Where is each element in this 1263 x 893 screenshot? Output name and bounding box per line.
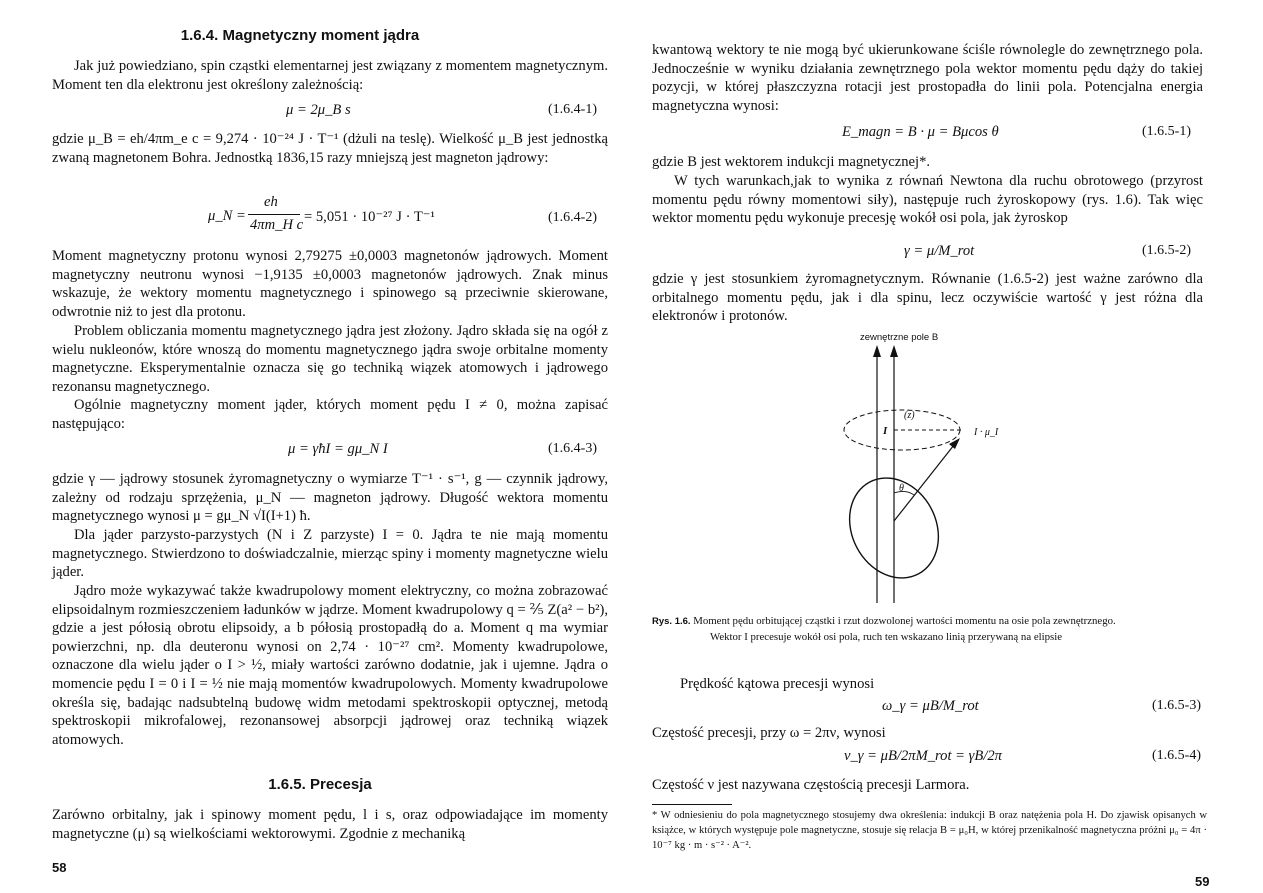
caption-label: Rys. 1.6. — [652, 616, 691, 627]
equation-number: (1.6.4-2) — [548, 210, 597, 225]
paragraph: Problem obliczania momentu magnetycznego jądra jest złożony. Jądro składa się na ogół z wielu nukleonów, które wnoszą do momentu magnetycznego jądra swoje orbitalne momenty magnetyczne. Eksperymentalnie oznacza się go techniką wiązek atomowych i jądrowego rezonansu magnetycznego. — [52, 323, 608, 395]
section-heading: 1.6.4. Magnetyczny moment jądra — [180, 27, 420, 44]
field-arrow-right — [890, 345, 898, 603]
paragraph: gdzie γ jest stosunkiem żyromagnetycznym. Równanie (1.6.5-2) jest ważne zarówno dla orbitalnego momentu pędu, jak i dla spinu, lecz oczywiście wartość γ jest różna dla elektronów i protonów. — [652, 271, 1203, 325]
equation-lhs: μ_N = — [208, 208, 246, 224]
paragraph: gdzie μ_B = eh/4πm_e c = 9,274 · 10⁻²⁴ J · T⁻¹ (dżuli na teslę). Wielkość μ_B jest jednostką zwaną magnetonem Bohra. Jednostką 1836,15 razy mniejszą jest magneton jądrowy: — [52, 131, 608, 166]
paragraph: Dla jąder parzysto-parzystych (N i Z parzyste) I = 0. Jądra te nie mają momentu magnetycznego. Stwierdzono to doświadczalnie, mierząc spiny i momenty magnetyczne wielu jąder. — [52, 527, 608, 581]
figure-label-z: (z) — [904, 410, 915, 421]
equation: E_magn = B · μ = Bμcos θ — [842, 124, 999, 140]
paragraph: Prędkość kątowa precesji wynosi — [680, 676, 875, 692]
caption-line-1: Moment pędu orbitującej cząstki i rzut dozwolonej wartości momentu na osie pola zewnętrznego. — [693, 615, 1116, 627]
paragraph: Ogólnie magnetyczny moment jąder, których moment pędu I ≠ 0, można zapisać następująco: — [52, 397, 608, 432]
figure-caption — [652, 614, 1232, 630]
equation-number: (1.6.4-3) — [548, 441, 597, 456]
equation: ν_γ = μB/2πM_rot = γB/2π — [844, 748, 1002, 764]
equation: μ = 2μ_B s — [286, 102, 351, 118]
paragraph: W tych warunkach,jak to wynika z równań Newtona dla ruchu obrotowego (przyrost momentu pędu równy momentowi siły), następuje ruch żyroskopowy (rys. 1.6). Tak więc wektor momentu pędu wykonuje precesję wokół osi pola, jak żyroskop — [652, 173, 1203, 227]
paragraph: Częstość precesji, przy ω = 2πν, wynosi — [652, 725, 886, 741]
equation-number: (1.6.4-1) — [548, 102, 597, 117]
fraction-denominator: 4πm_H c — [250, 217, 304, 233]
figure-caption-line-2: Wektor I precesuje wokół osi pola, ruch ten wskazano linią przerywaną na elipsie — [710, 631, 1063, 643]
angle-arc — [894, 491, 914, 495]
equation-number: (1.6.5-4) — [1152, 748, 1201, 763]
equation-rhs: = 5,051 · 10⁻²⁷ J · T⁻¹ — [304, 209, 435, 225]
precession-figure — [842, 343, 1002, 603]
fraction-numerator: eh — [264, 194, 278, 210]
fraction-bar — [248, 214, 300, 215]
paragraph: Zarówno orbitalny, jak i spinowy moment pędu, l i s, oraz odpowiadające im momenty magnetyczne (μ) są wielkościami wektorowymi. Zgodnie z mechaniką — [52, 807, 608, 842]
equation-number: (1.6.5-3) — [1152, 698, 1201, 713]
page-number: 59 — [1195, 874, 1210, 889]
figure-label-field: zewnętrzne pole B — [860, 332, 939, 343]
field-arrow-left — [873, 345, 881, 603]
paragraph: Jądro może wykazywać także kwadrupolowy moment elektryczny, co można zobrazować elipsoidalnym rozmieszczeniem ładunków w jądrze. Moment kwadrupolowy q = ⅖ Z(a² − b²), gdzie a jest półosią obrotu elipsoidy, a b półosią prostopadłą do a. Moment q ma wymiar powierzchni, np. dla deuteronu wynosi on 2,74 · 10⁻²⁷ cm². Momenty kwadrupolowe, oznaczone dla wielu jąder o I > ½, miały wartości zarówno dodatnie, jak i ujemne. Jądra o momencie pędu I = 0 i I = ½ nie mają momentów kwadrupolowych. Momenty kwadrupolowe określa się, badając nadsubtelną budowę widm metodami spektroskopii optycznej, metodą spektroskopii mikrofalowej, rezonansowej absorpcji jądrowej oraz techniką wiązek atomowych. — [52, 583, 608, 748]
figure-label-theta: θ — [899, 483, 904, 494]
vector-I — [894, 438, 960, 521]
equation-number: (1.6.5-1) — [1142, 124, 1191, 139]
equation: ω_γ = μB/M_rot — [882, 698, 979, 714]
figure-label-Imu: I · μ_I — [974, 427, 999, 438]
equation: γ = μ/M_rot — [904, 243, 975, 259]
footnote-rule — [652, 804, 732, 805]
equation-number: (1.6.5-2) — [1142, 243, 1191, 258]
paragraph: kwantową wektory te nie mogą być ukierunkowane ściśle równolegle do zewnętrznego pola. Jednocześnie w wyniku działania zewnętrznego pola wektor momentu pędu dąży do takiej pozycji, w której płaszczyzna rotacji jest prostopadła do linii pola. Potencjalna energia magnetyczna wynosi: — [652, 42, 1203, 114]
footnote: * W odniesieniu do pola magnetycznego stosujemy dwa określenia: indukcji B oraz natężenia pola H. Do zjawisk opisanych w książce, w których występuje pole magnetyczne, stosuje się relacja B = μ₀H, w której przenikalność magnetyczna próżni μ₀ = 4π · 10⁻⁷ kg · m · s⁻² · A⁻². — [652, 810, 1207, 851]
right-page — [632, 0, 1263, 893]
paragraph: gdzie B jest wektorem indukcji magnetycznej*. — [652, 154, 931, 170]
paragraph: Jak już powiedziano, spin cząstki elementarnej jest związany z momentem magnetycznym. Moment ten dla elektronu jest określony zależnością: — [52, 58, 608, 93]
page-number: 58 — [52, 860, 67, 875]
paragraph: gdzie γ — jądrowy stosunek żyromagnetyczny o wymiarze T⁻¹ · s⁻¹, g — czynnik jądrowy, zależny od rodzaju sprzężenia, μ_N — magneton jądrowy. Długość wektora momentu magnetycznego wynosi μ = gμ_N √I(I+1) ħ. — [52, 471, 608, 525]
paragraph: Częstość ν jest nazywana częstością precesji Larmora. — [652, 777, 970, 793]
figure-label-I: I — [883, 425, 888, 437]
equation: μ = γħI = gμ_N I — [288, 441, 388, 457]
section-heading: 1.6.5. Precesja — [268, 776, 372, 793]
paragraph: Moment magnetyczny protonu wynosi 2,79275 ±0,0003 magnetonów jądrowych. Moment magnetyczny neutronu wynosi −1,9135 ±0,0003 magnetonów jądrowych. Znak minus wskazuje, że wektory momentu magnetycznego i spinowego są przeciwnie skierowane, odwrotnie niż to jest dla protonu. — [52, 248, 608, 320]
